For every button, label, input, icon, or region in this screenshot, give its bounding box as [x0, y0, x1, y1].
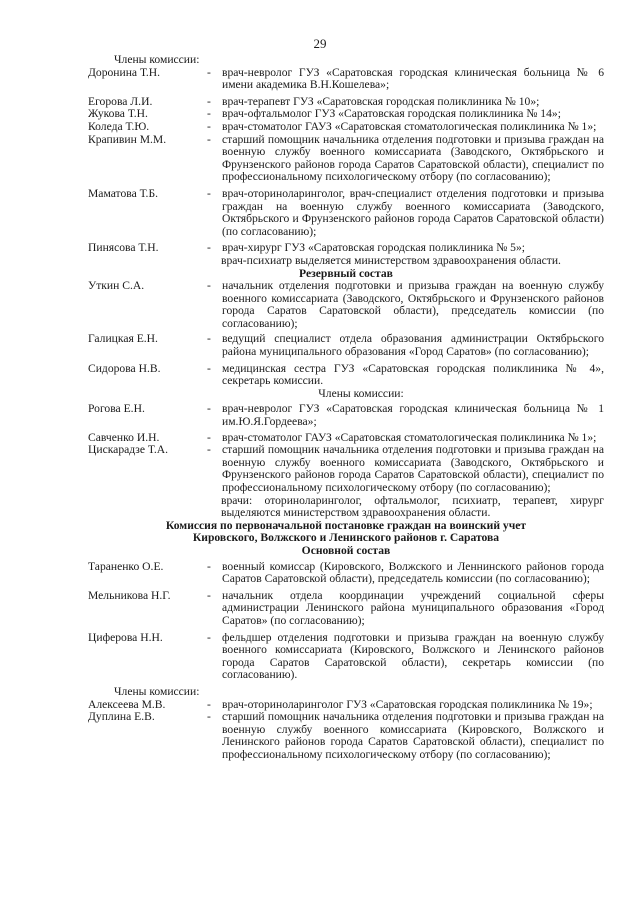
member-role: врач-офтальмолог ГУЗ «Саратовская городская поликлиника № 14»; — [222, 107, 561, 121]
member-role: врач-стоматолог ГАУЗ «Саратовская стоматологическая поликлиника № 1»; — [222, 430, 597, 444]
member-row: Галицкая Е.Н. - ведущий специалист отдела образования администрации Октябрьского района муниципального образования «Город Саратов» (по согласованию); — [88, 332, 604, 359]
member-role: врач-оториноларинголог ГУЗ «Саратовская городская поликлиника № 19»; — [222, 697, 593, 711]
psychiatrist-note: врач-психиатр выделяется министерством здравоохранения области. — [221, 253, 561, 267]
member-row: Жукова Т.Н. - врач-офтальмолог ГУЗ «Саратовская городская поликлиника № 14»; — [88, 108, 604, 121]
member-role: врач-хирург ГУЗ «Саратовская городская поликлиника № 5»; — [222, 241, 525, 255]
main-composition-list — [88, 561, 604, 682]
member-name: Алексеева М.В. — [88, 697, 166, 711]
member-role: врач-невролог ГУЗ «Саратовская городская клиническая больница № 6 имени академика В.Н.Кошелева»; — [222, 65, 604, 92]
member-role: фельдшер отделения подготовки и призыва граждан на военную службу военного комиссариата (Кировского, Волжского и Ленинского районов города Саратов Саратовской области), секретарь комиссии (по согласованию). — [222, 630, 604, 682]
member-name: Егорова Л.И. — [88, 94, 153, 108]
reserve-list — [88, 280, 604, 388]
member-name: Маматова Т.Б. — [88, 186, 159, 200]
member-role: врач-невролог ГУЗ «Саратовская городская клиническая больница № 1 им.Ю.Я.Гордеева»; — [222, 402, 604, 429]
member-name: Коледа Т.Ю. — [88, 119, 150, 133]
member-row: Тараненко О.Е. - военный комиссар (Кировского, Волжского и Леннинского районов города Саратов Саратовской области), председатель комиссии (по согласованию); — [88, 559, 604, 586]
member-row: Сидорова Н.В. - медицинская сестра ГУЗ «Саратовская городская поликлиника № 4», секретарь комиссии. — [88, 361, 604, 388]
note-row — [88, 255, 604, 268]
member-row: Маматова Т.Б. - врач-оториноларинголог, врач-специалист отделения подготовки и призыва граждан на военную службу военного комиссариата (Заводского, Октябрьского и Фрунзенского районов города Саратов Саратовской области) (по согласованию); — [88, 186, 604, 238]
member-role: начальник отделения подготовки и призыва граждан на военную службу военного комиссариата (Заводского, Октябрьского и Фрунзенского районов города Саратов Саратовской области), председатель комиссии (по согласованию); — [222, 279, 604, 330]
member-name: Цискарадзе Т.А. — [88, 443, 169, 457]
member-role: медицинская сестра ГУЗ «Саратовская городская поликлиника № 4», секретарь комиссии. — [222, 361, 604, 388]
reserve-members-label: Члены комиссии: — [318, 386, 404, 400]
member-name: Савченко И.Н. — [88, 430, 160, 444]
member-name: Циферова Н.Н. — [88, 630, 163, 644]
member-row: Рогова Е.Н. - врач-невролог ГУЗ «Саратовская городская клиническая больница № 1 им.Ю.Я.Гордеева»; — [88, 402, 604, 429]
member-name: Крапивин М.М. — [88, 132, 167, 146]
member-name: Уткин С.А. — [88, 279, 145, 293]
member-role: ведущий специалист отдела образования администрации Октябрьского района муниципального образования «Город Саратов» (по согласованию); — [222, 332, 604, 359]
doctors-note: врачи: оториноларинголог, офтальмолог, психиатр, терапевт, хирург выделяются министерством здравоохранения области. — [221, 493, 604, 520]
member-row: Коледа Т.Ю. - врач-стоматолог ГАУЗ «Саратовская стоматологическая поликлиника № 1»; — [88, 121, 604, 134]
reserve-members-list — [88, 403, 604, 519]
member-row: Уткин С.А. - начальник отделения подготовки и призыва граждан на военную службу военного комиссариата (Заводского, Октябрьского и Фрунзенского районов города Саратов Саратовской области), председатель комиссии (по согласованию); — [88, 279, 604, 330]
member-row: Алексеева М.В. - врач-оториноларинголог ГУЗ «Саратовская городская поликлиника № 19»; — [88, 699, 604, 712]
member-role: врач-терапевт ГУЗ «Саратовская городская поликлиника № 10»; — [222, 94, 540, 108]
members-list — [88, 67, 604, 268]
member-row: Мельникова Н.Г. - начальник отдела координации учреждений социальной сферы администрации Ленинского района муниципального образования «Город Саратов» (по согласованию); — [88, 588, 604, 627]
member-row: Циферова Н.Н. - фельдшер отделения подготовки и призыва граждан на военную службу военного комиссариата (Кировского, Волжского и Ленинского районов города Саратов Саратовской области), секретарь комиссии (по согласованию). — [88, 630, 604, 682]
member-row: Савченко И.Н. - врач-стоматолог ГАУЗ «Саратовская стоматологическая поликлиника № 1»; — [88, 432, 604, 445]
member-role: старший помощник начальника отделения подготовки и призыва граждан на военную службу военного комиссариата (Заводского, Октябрьского и Фрунзенского районов города Саратов Саратовской области), специалист по профессиональному психологическому отбору (по согласованию); — [222, 443, 604, 494]
member-name: Доронина Т.Н. — [88, 65, 161, 79]
member-row: Цискарадзе Т.А. - старший помощник начальника отделения подготовки и призыва граждан на военную службу военного комиссариата (Заводского, Октябрьского и Фрунзенского районов города Саратов Саратовской области), специалист по профессиональному психологическому отбору (по согласованию); — [88, 443, 604, 494]
member-name: Пинясова Т.Н. — [88, 241, 159, 255]
member-name: Рогова Е.Н. — [88, 402, 145, 416]
member-name: Дуплина Е.В. — [88, 710, 155, 724]
note-row — [88, 495, 604, 520]
member-row: Егорова Л.И. - врач-терапевт ГУЗ «Саратовская городская поликлиника № 10»; — [88, 96, 604, 109]
section2-members-list — [88, 699, 604, 762]
member-role: врач-оториноларинголог, врач-специалист отделения подготовки и призыва граждан на военную службу военного комиссариата (Заводского, Октябрьского и Фрунзенского районов города Саратов Саратовской области) (по согласованию); — [222, 186, 604, 238]
member-role: старший помощник начальника отделения подготовки и призыва граждан на военную службу военного комиссариата (Заводского, Октябрьского и Фрунзенского районов города Саратов Саратовской области), специалист по профессиональному психологическому отбору (по согласованию); — [222, 132, 604, 184]
member-role: врач-стоматолог ГАУЗ «Саратовская стоматологическая поликлиника № 1»; — [222, 119, 597, 133]
member-name: Жукова Т.Н. — [88, 107, 148, 121]
commission-title-line1: Комиссия по первоначальной постановке граждан на воинский учет — [165, 518, 527, 532]
member-name: Сидорова Н.В. — [88, 361, 161, 375]
member-role: старший помощник начальника отделения подготовки и призыва граждан на военную службу военного комиссариата (Кировского, Волжского и Ленинского районов города Саратов Саратовской области), специалист по профессиональному психологическому отбору (по согласованию); — [222, 710, 604, 761]
members-label: Члены комиссии: — [114, 53, 200, 66]
member-name: Галицкая Е.Н. — [88, 332, 158, 346]
page-number: 29 — [313, 36, 327, 51]
member-role: начальник отдела координации учреждений социальной сферы администрации Ленинского района муниципального образования «Город Саратов» (по согласованию); — [222, 588, 604, 627]
main-composition-heading: Основной состав — [301, 543, 391, 557]
member-name: Мельникова Н.Г. — [88, 588, 171, 602]
member-row: Крапивин М.М. - старший помощник начальника отделения подготовки и призыва граждан на военную службу военного комиссариата (Заводского, Октябрьского и Фрунзенского районов города Саратов Саратовской области), специалист по профессиональному психологическому отбору (по согласованию); — [88, 132, 604, 184]
commission-title-line2: Кировского, Волжского и Ленинского районов г. Саратова — [192, 531, 500, 545]
member-row: Доронина Т.Н. - врач-невролог ГУЗ «Саратовская городская клиническая больница № 6 имени академика В.Н.Кошелева»; — [88, 65, 604, 92]
member-role: военный комиссар (Кировского, Волжского и Леннинского районов города Саратов Саратовской области), председатель комиссии (по согласованию); — [222, 559, 604, 586]
member-row: Дуплина Е.В. - старший помощник начальника отделения подготовки и призыва граждан на военную службу военного комиссариата (Кировского, Волжского и Ленинского районов города Саратов Саратовской области), специалист по профессиональному психологическому отбору (по согласованию); — [88, 710, 604, 761]
member-name: Тараненко О.Е. — [88, 559, 164, 573]
document-body — [88, 54, 604, 761]
reserve-heading: Резервный состав — [299, 266, 393, 280]
member-row: Пинясова Т.Н. - врач-хирург ГУЗ «Саратовская городская поликлиника № 5»; — [88, 242, 604, 255]
section2-members-label: Члены комиссии: — [114, 684, 200, 698]
